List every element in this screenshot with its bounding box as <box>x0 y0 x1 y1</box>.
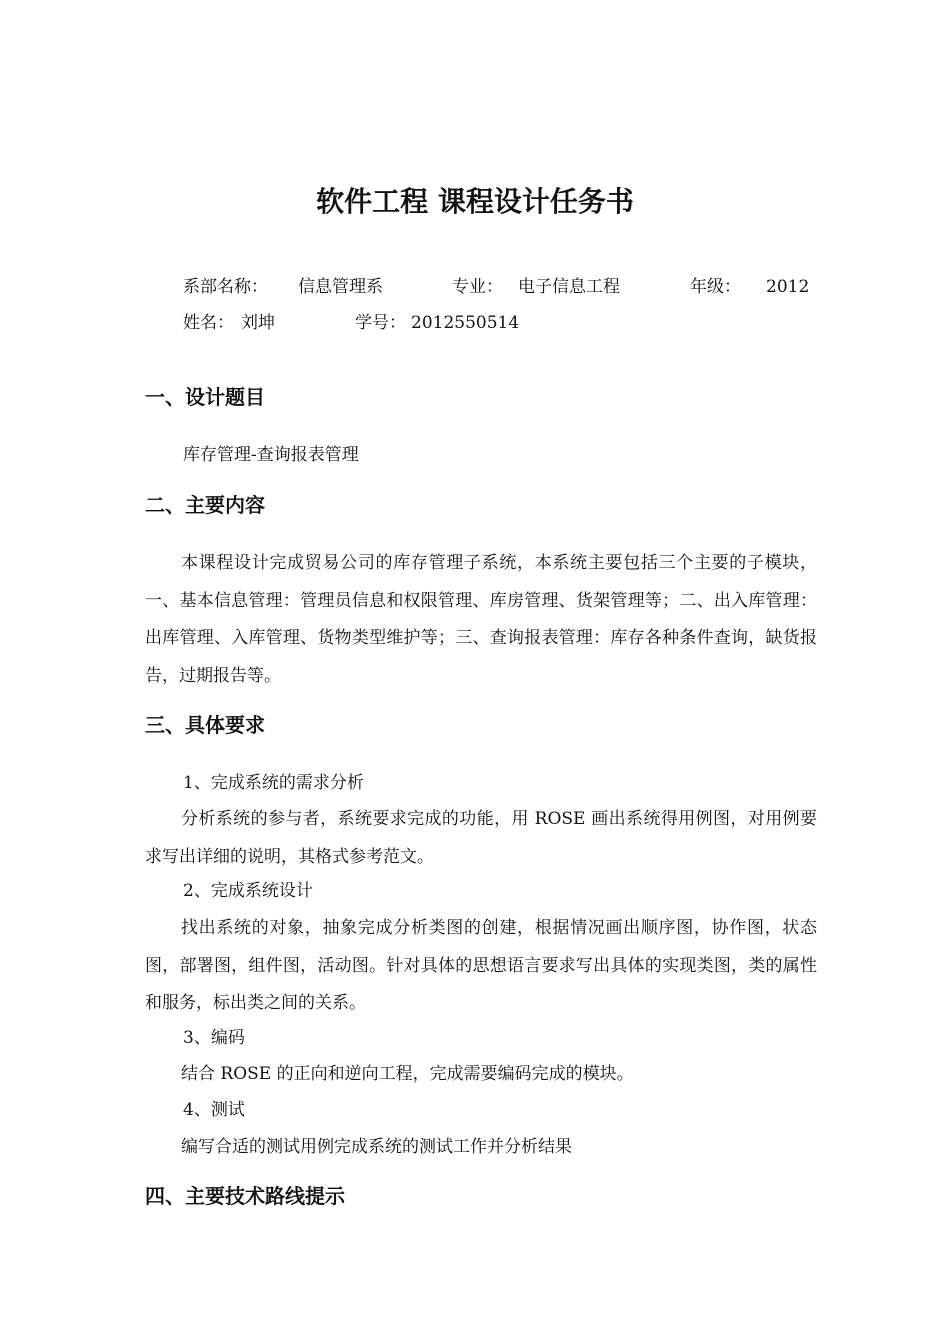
student-id-label: 学号： <box>355 313 406 333</box>
section-body: 库存管理-查询报表管理 <box>183 445 359 465</box>
name-value: 刘坤 <box>241 313 275 333</box>
requirement-label: 2、完成系统设计 <box>183 881 313 901</box>
requirement-label: 1、完成系统的需求分析 <box>183 773 364 793</box>
requirement-label: 3、编码 <box>183 1028 245 1048</box>
section-heading: 一、设计题目 <box>145 385 265 409</box>
requirement-label: 4、测试 <box>183 1100 245 1120</box>
section-heading: 四、主要技术路线提示 <box>145 1184 345 1208</box>
student-id-value: 2012550514 <box>411 313 520 333</box>
major-value: 电子信息工程 <box>518 277 620 297</box>
grade-label: 年级： <box>690 277 741 297</box>
requirement-text: 分析系统的参与者，系统要求完成的功能，用 ROSE 画出系统得用例图，对用例要求写出详细的说明，其格式参考范文。 <box>145 809 817 867</box>
section-body: 本课程设计完成贸易公司的库存管理子系统，本系统主要包括三个主要的子模块，一、基本信息管理：管理员信息和权限管理、库房管理、货架管理等；二、出入库管理：出库管理、入库管理、货物类型维护等；三、查询报表管理：库存各种条件查询，缺货报告，过期报告等。 <box>145 553 817 686</box>
section-heading: 二、主要内容 <box>145 493 265 517</box>
grade-value: 2012 <box>766 277 810 297</box>
name-label: 姓名： <box>183 313 234 333</box>
requirement-text: 结合 ROSE 的正向和逆向工程，完成需要编码完成的模块。 <box>181 1064 634 1084</box>
requirement-text: 找出系统的对象，抽象完成分析类图的创建，根据情况画出顺序图，协作图，状态图，部署图，组件图，活动图。针对具体的思想语言要求写出具体的实现类图，类的属性和服务，标出类之间的关系。 <box>145 918 817 1013</box>
document-title: 软件工程 课程设计任务书 <box>316 185 634 218</box>
requirement-text: 编写合适的测试用例完成系统的测试工作并分析结果 <box>181 1137 572 1157</box>
dept-value: 信息管理系 <box>298 277 383 297</box>
dept-label: 系部名称： <box>183 277 268 297</box>
section-heading: 三、具体要求 <box>145 713 265 737</box>
major-label: 专业： <box>452 277 503 297</box>
